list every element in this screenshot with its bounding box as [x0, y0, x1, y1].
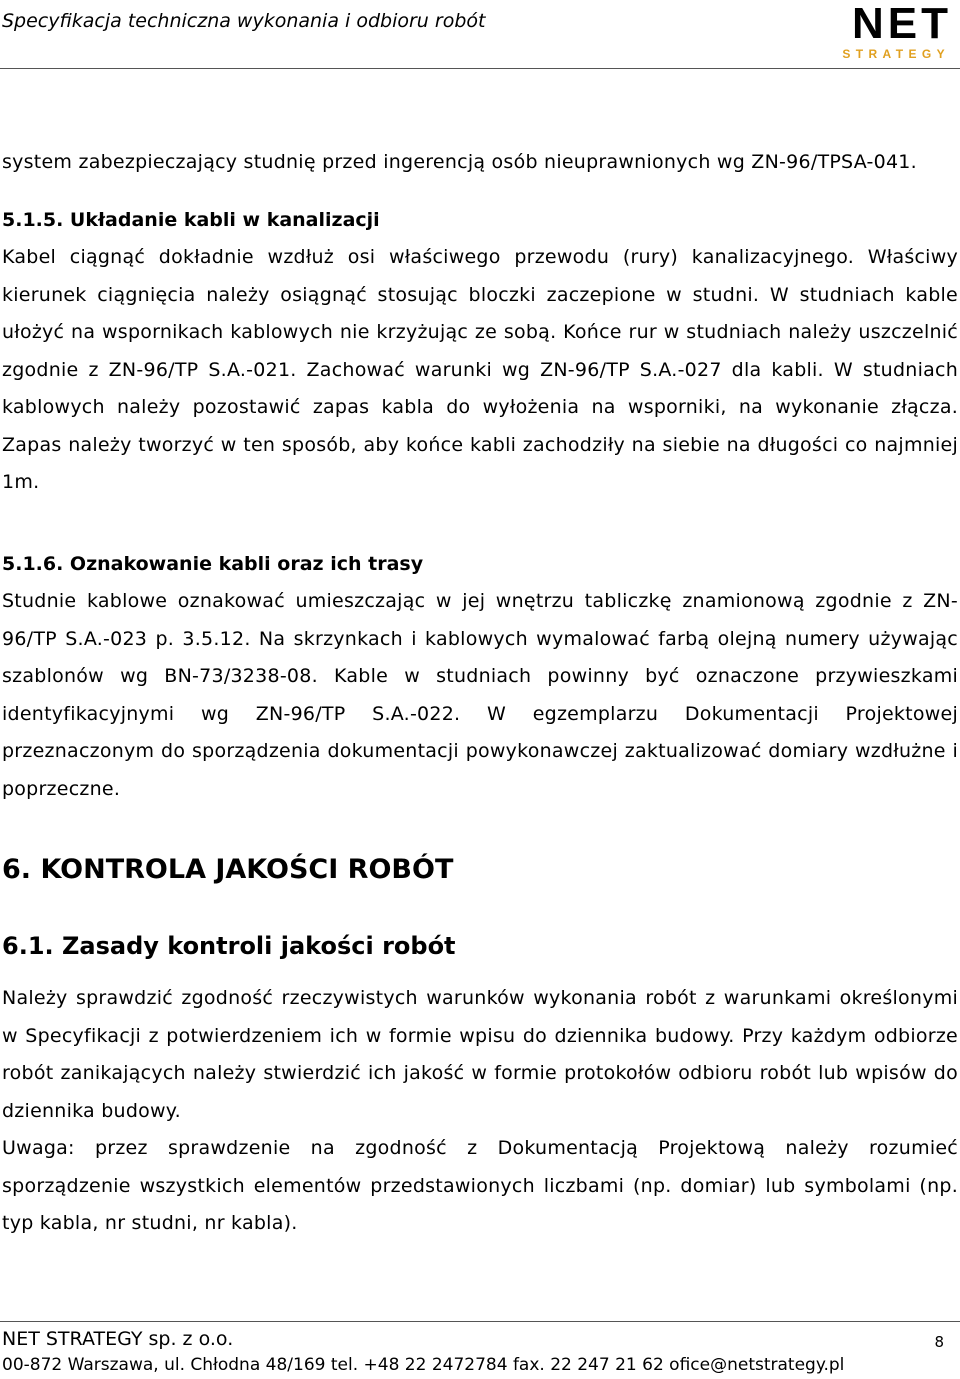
section-5-1-6-heading: 5.1.6. Oznakowanie kabli oraz ich trasy: [2, 552, 424, 575]
intro-paragraph: system zabezpieczający studnię przed ingerencją osób nieuprawnionych wg ZN-96/TPSA-041.: [2, 151, 917, 173]
logo-main-text: NET: [852, 0, 952, 48]
section-6-1-heading: 6.1. Zasady kontroli jakości robót: [2, 932, 456, 960]
section-5-1-6-text: Studnie kablowe oznakować umieszczając w jej wnętrzu tabliczkę znamionową zgodnie z ZN-96/TP S.A.-023 p. 3.5.12. Na skrzynkach i kablowych wymalować farbą olejną numery używając szablonów wg BN-73/3238-08. Kable w studniach powinny być oznaczone przywieszkami identyfikacyjnymi wg ZN-96/TP S.A.-022. W egzemplarzu Dokumentacji Projektowej przeznaczonym do sporządzenia dokumentacji powykonawczej zaktualizować domiary wzdłużne i poprzeczne.: [2, 590, 958, 800]
document-body: [2, 144, 958, 1243]
header-divider: [0, 68, 960, 69]
company-logo: [842, 2, 952, 64]
section-6-1-note: Uwaga: przez sprawdzenie na zgodność z Dokumentacją Projektową należy rozumieć sporządzenie wszystkich elementów przedstawionych liczbami (np. domiar) lub symbolami (np. typ kabla, nr studni, nr kabla).: [2, 1137, 958, 1234]
section-5-1-5-heading: 5.1.5. Układanie kabli w kanalizacji: [2, 208, 380, 231]
page-number: 8: [934, 1333, 944, 1351]
footer-company-name: NET STRATEGY sp. z o.o.: [2, 1328, 234, 1350]
section-6-1-text: Należy sprawdzić zgodność rzeczywistych warunków wykonania robót z warunkami określonymi w Specyfikacji z potwierdzeniem ich w formie wpisu do dziennika budowy. Przy każdym odbiorze robót zanikających należy stwierdzić ich jakość w formie protokołów odbioru robót lub wpisów do dziennika budowy.: [2, 987, 958, 1122]
footer-address: 00-872 Warszawa, ul. Chłodna 48/169 tel. +48 22 2472784 fax. 22 247 21 62 ofice@netstrategy.pl: [2, 1355, 845, 1375]
document-header-title: Specyfikacja techniczna wykonania i odbioru robót: [2, 10, 486, 32]
section-6-heading: 6. KONTROLA JAKOŚCI ROBÓT: [2, 854, 454, 885]
logo-sub-text: STRATEGY: [842, 47, 950, 61]
section-5-1-5-text: Kabel ciągnąć dokładnie wzdłuż osi właściwego przewodu (rury) kanalizacyjnego. Właściwy kierunek ciągnięcia należy osiągnąć stosując bloczki zaczepione w studni. W studniach kable ułożyć na wspornikach kablowych nie krzyżując ze sobą. Końce rur w studniach należy uszczelnić zgodnie z ZN-96/TP S.A.-021. Zachować warunki wg ZN-96/TP S.A.-027 dla kabli. W studniach kablowych należy pozostawić zapas kabla do wyłożenia na wsporniki, na wykonanie złącza. Zapas należy tworzyć w ten sposób, aby końce kabli zachodziły na siebie na długości co najmniej 1m.: [2, 246, 958, 493]
footer-divider: [0, 1321, 960, 1322]
